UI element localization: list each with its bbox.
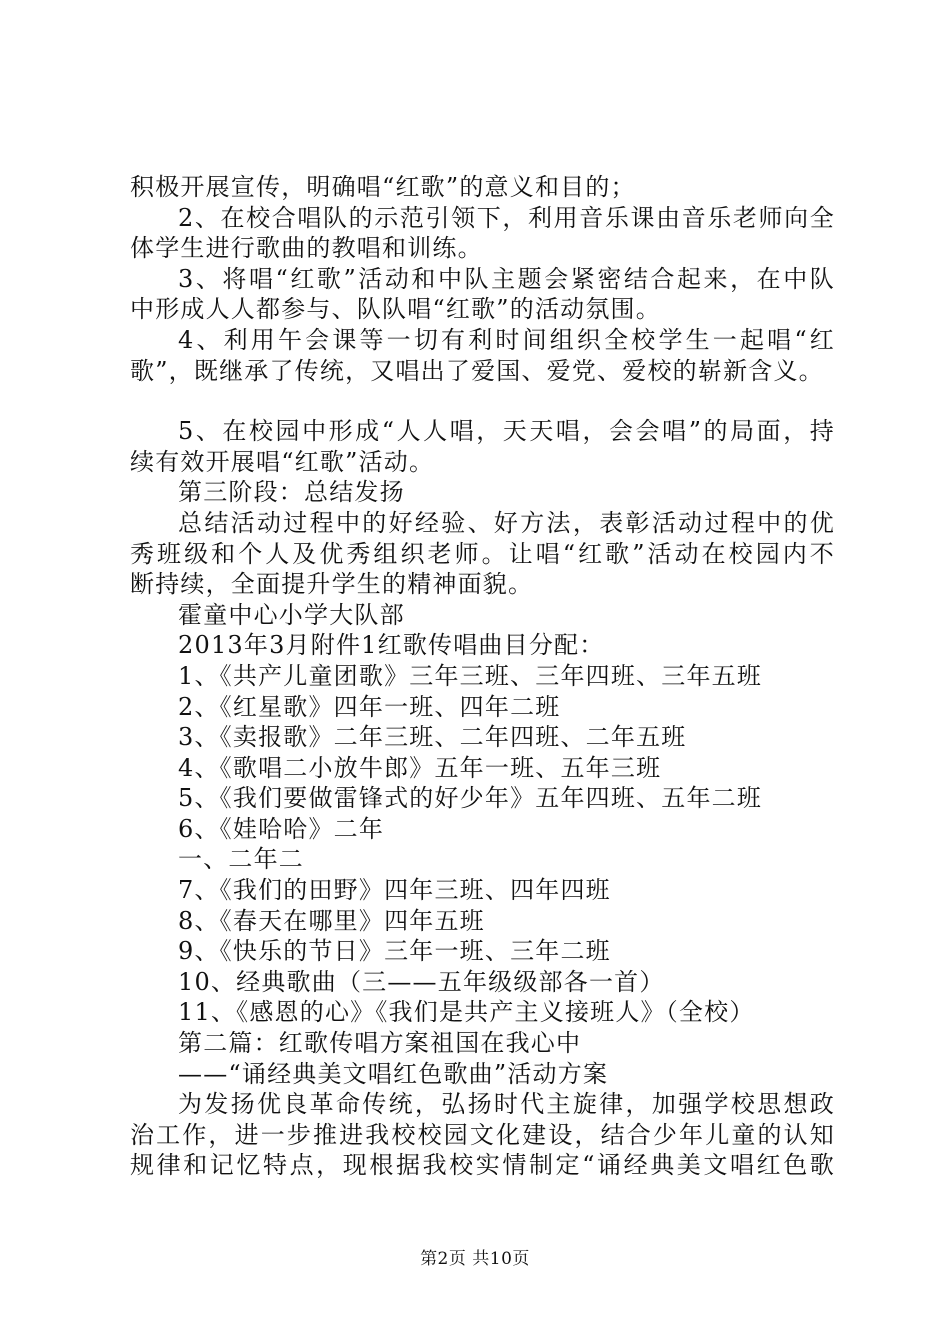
- text-line: 2013年3月附件1红歌传唱曲目分配：: [178, 631, 605, 660]
- text-line: 积极开展宣传，明确唱“红歌”的意义和目的；: [130, 173, 636, 201]
- text-line: 5、在校园中形成“人人唱，天天唱，会会唱”的局面，持: [178, 417, 835, 446]
- text-line: 3、将唱“红歌”活动和中队主题会紧密结合起来，在中队: [178, 264, 835, 293]
- text-line: 第二篇：红歌传唱方案祖国在我心中: [178, 1029, 582, 1058]
- text-line: 歌”，既继承了传统，又唱出了爱国、爱党、爱校的崭新含义。: [130, 356, 824, 385]
- text-line: 治工作，进一步推进我校校园文化建设，结合少年儿童的认知: [130, 1120, 835, 1149]
- text-line: 5、《我们要做雷锋式的好少年》五年四班、五年二班: [178, 784, 763, 813]
- text-line: 3、《卖报歌》二年三班、二年四班、二年五班: [178, 723, 687, 752]
- text-line: 断持续，全面提升学生的精神面貌。: [130, 570, 534, 599]
- page-footer: 第2页 共10页: [420, 1249, 530, 1269]
- text-line: 4、利用午会课等一切有利时间组织全校学生一起唱“红: [178, 325, 835, 354]
- text-line: 规律和记忆特点，现根据我校实情制定“诵经典美文唱红色歌: [130, 1151, 835, 1180]
- paragraph-spacer: [130, 386, 835, 416]
- text-line: 4、《歌唱二小放牛郎》五年一班、五年三班: [178, 753, 662, 782]
- text-line: 1、《共产儿童团歌》三年三班、三年四班、三年五班: [178, 661, 763, 690]
- text-line: 秀班级和个人及优秀组织老师。让唱“红歌”活动在校园内不: [130, 539, 835, 568]
- text-line: 中形成人人都参与、队队唱“红歌”的活动氛围。: [130, 295, 661, 324]
- text-line: 2、在校合唱队的示范引领下，利用音乐课由音乐老师向全: [178, 203, 835, 232]
- text-line: 第三阶段：总结发扬: [178, 478, 405, 507]
- text-line: 10、经典歌曲（三——五年级级部各一首）: [178, 967, 665, 996]
- text-line: 霍童中心小学大队部: [178, 600, 405, 629]
- text-line: 体学生进行歌曲的教唱和训练。: [130, 234, 483, 263]
- text-line: ——“诵经典美文唱红色歌曲”活动方案: [178, 1059, 609, 1088]
- text-line: 8、《春天在哪里》四年五班: [178, 906, 485, 935]
- text-line: 9、《快乐的节日》三年一班、三年二班: [178, 937, 611, 966]
- text-line: 2、《红星歌》四年一班、四年二班: [178, 692, 561, 721]
- text-line: 6、《娃哈哈》二年: [178, 814, 385, 843]
- text-line: 7、《我们的田野》四年三班、四年四班: [178, 876, 611, 905]
- text-line: 总结活动过程中的好经验、好方法，表彰活动过程中的优: [178, 508, 835, 537]
- text-line: 11、《感恩的心》《我们是共产主义接班人》（全校）: [178, 998, 755, 1027]
- document-body: [130, 172, 835, 1181]
- text-line: 一、二年二: [178, 845, 304, 874]
- text-line: 续有效开展唱“红歌”活动。: [130, 447, 435, 476]
- text-line: 为发扬优良革命传统，弘扬时代主旋律，加强学校思想政: [178, 1090, 835, 1119]
